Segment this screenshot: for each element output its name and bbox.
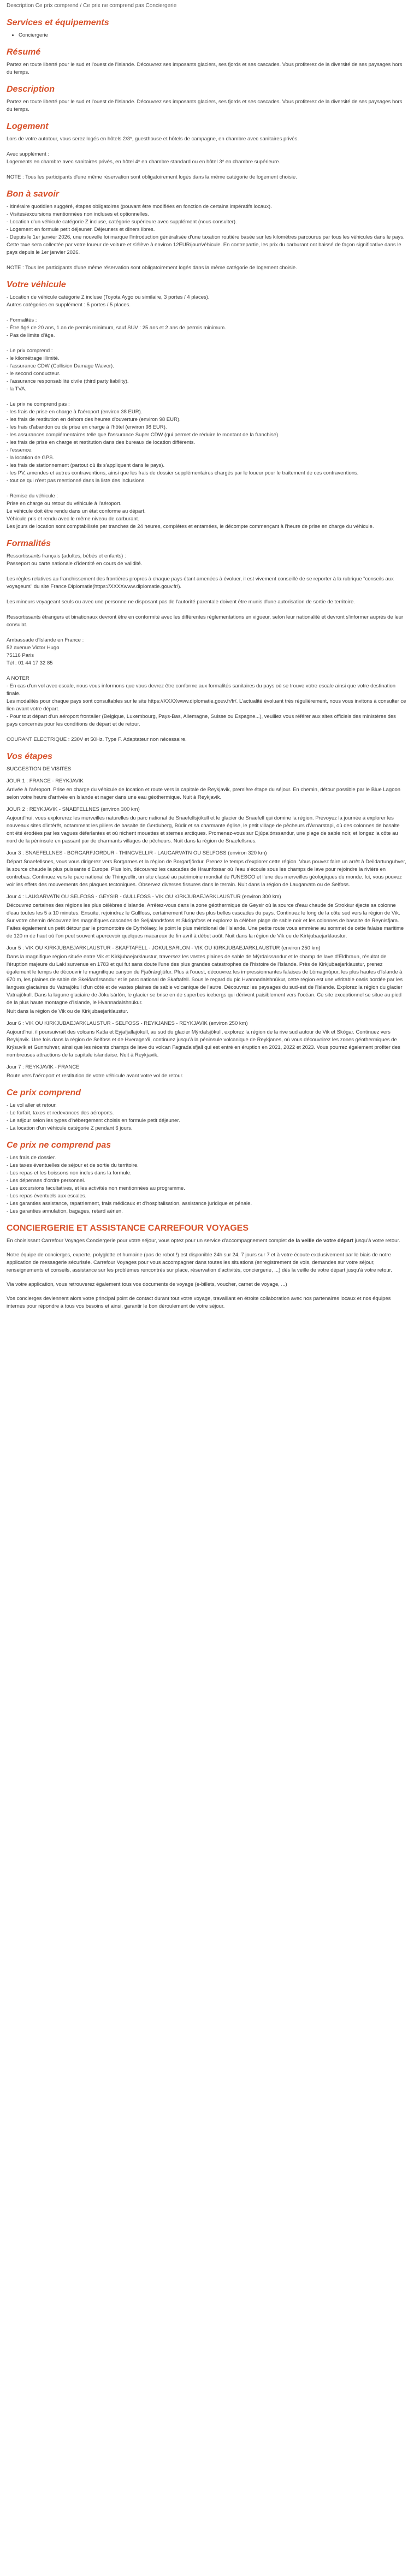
itinerary-day [7, 777, 407, 802]
text-line: - En cas d'un vol avec escale, nous vous informons que vous devrez être conforme aux formalités sanitaires du pays où se trouve votre escale ainsi que votre destination finale. [7, 683, 396, 697]
text-line: - Le séjour selon les types d'hébergement choisis en formule petit déjeuner. [7, 1118, 180, 1124]
itinerary-day [7, 1064, 407, 1080]
text-line [7, 340, 407, 347]
text-line [7, 393, 407, 401]
text-line: - Depuis le 1er janvier 2026, une nouvelle loi marque l'introduction généralisée d'une taxation routière basée sur les kilomètres parcourus par tous les véhicules dans le pays. Cette taxe sera collectée par votre loueur de voiture et s'élève à environ 12EUR/jour/véhicule. En contrepartie, les prix du carburant ont baissé de façon significative dans le pays depuis le 1er janvier 2026. [7, 234, 405, 256]
text-line [7, 166, 407, 174]
itinerary-day [7, 945, 407, 1016]
itinerary-day [7, 806, 407, 845]
text-line: - Le prix comprend : [7, 348, 53, 354]
text-line: - Le forfait, taxes et redevances des aéroports. [7, 1110, 114, 1116]
itinerary-day-text: Route vers l'aéroport et restitution de votre véhicule avant votre vol de retour. [7, 1073, 184, 1079]
itinerary-day-heading: JOUR 1 : FRANCE - REYKJAVIK [7, 778, 84, 784]
resume-text: Partez en toute liberté pour le sud et l'ouest de l'Islande. Découvrez ses imposants glaciers, ses fjords et ses cascades. Vous profiterez de la diversité de ses paysages hors du temps. [7, 62, 403, 75]
text-line: - Le prix ne comprend pas : [7, 401, 70, 407]
conciergerie-para4: Vos concierges deviennent alors votre principal point de contact durant tout votre voyage, travaillant en étroite collaboration avec nos partenaires locaux et nos équipes internes pour répondre à tous vos besoins et ainsi, garantir le bon déroulement de votre séjour. [7, 1296, 391, 1309]
description-title: Description [7, 85, 55, 94]
ne-comprend-body [7, 1154, 407, 1215]
text-line: - Pas de limite d'âge. [7, 333, 55, 339]
text-line: - Location d'un véhicule catégorie Z incluse, catégorie supérieure avec supplément (nous consulter). [7, 219, 237, 225]
itinerary-day [7, 850, 407, 889]
text-line: - l'assurance CDW (Collision Damage Waiver). [7, 363, 114, 369]
text-line: Les jours de location sont comptabilisés par tranches de 24 heures, complètes et entamées, le décompte commençant à l'heure de prise en charge du véhicule. [7, 524, 374, 530]
services-item: • Conciergerie [19, 32, 407, 39]
text-line [7, 667, 407, 675]
text-line: - Remise du véhicule : [7, 493, 58, 499]
conciergerie-para2: Notre équipe de concierges, experte, polyglotte et humaine (pas de robot !) est disponible 24h sur 24, 7 jours sur 7 et à votre écoute exclusivement par le biais de notre application de messagerie sécurisée. Carrefour Voyages pour vous accompagner dans toutes les situations (enregistrement de vols, demandes sur votre séjour, renseignements et conseils, assistance sur les problèmes rencontrés sur place, réservation d'activités, conciergerie, ...) dès la veille de votre départ jusqu'à votre retour. [7, 1252, 392, 1273]
itinerary-day [7, 1020, 407, 1059]
text-line: - Pour tout départ d'un aéroport frontalier (Belgique, Luxembourg, Pays-Bas, Allemagne, Suisse ou Espagne...), veuillez vous référer aux sites officiels des ministères des pays concernés pour les conditions de départ et de retour. [7, 714, 396, 727]
etapes-days [7, 777, 407, 1080]
text-line [7, 728, 407, 736]
text-line: COURANT ELECTRIQUE : 230V et 50Hz. Type F. Adaptateur non nécessaire. [7, 737, 187, 743]
text-line: 52 avenue Victor Hugo [7, 645, 60, 651]
conciergerie-intro [7, 1237, 407, 1245]
conciergerie-intro-b: jusqu'à votre retour. [353, 1238, 400, 1244]
text-line: NOTE : Tous les participants d'une même réservation sont obligatoirement logés dans la même catégorie de logement choisie. [7, 265, 297, 271]
text-line: - Formalités : [7, 317, 37, 323]
text-line: A NOTER [7, 675, 29, 681]
bon-savoir-body [7, 203, 407, 272]
itinerary-day-text: Arrivée à l'aéroport. Prise en charge du véhicule de location et route vers la capitale de Reykjavik, première étape du séjour. En chemin, détour possible par le Blue Lagoon selon votre heure d'arrivée en Islande et nager dans une eau géothermique. Nuit à Reykjavik. [7, 787, 401, 800]
ne-comprend-section [7, 1140, 407, 1215]
text-line: Les mineurs voyageant seuls ou avec une personne ne disposant pas de l'autorité parentale doivent être munis d'une autorisation de sortie de territoire. [7, 599, 355, 605]
formalites-section [7, 538, 407, 744]
services-section [7, 17, 407, 39]
text-line: Avec supplément : [7, 151, 49, 157]
text-line: - l'essence. [7, 447, 33, 453]
text-line: - les frais de prise en charge et restitution dans des bureaux de location différents. [7, 440, 196, 446]
itinerary-day-text: Aujourd'hui, il poursuivrait des volcans Katla et Eyjafjallajökull, au sud du glacier Mýrdalsjökull, explorez la région de la rive sud autour de Vik et Skógar. Continuez vers Reykjavik. Une fois dans la région de Selfoss et de Hveragerði, continuez jusqu'à la péninsule volcanique de Reykjanes, où vous découvrirez les zones géothermiques de Krýsuvík et Gunnuhver, ainsi que les récents champs de lave du volcan Fagradalsfjall qui est entré en éruption en 2021, 2022 et 2023. Vous pourrez également profiter des nombreuses attractions de la capitale islandaise. Nuit à Reykjavik. [7, 1029, 400, 1058]
comprend-section [7, 1088, 407, 1132]
text-line: Autres catégories en supplément : 5 portes / 5 places. [7, 302, 131, 308]
itinerary-day-text: Découvrez certaines des régions les plus célèbres d'Islande. Arrêtez-vous dans la zone géothermique de Geysir où la source d'eau chaude de Strokkur éjecte sa colonne d'eau toutes les 5 à 10 minutes. Ensuite, rejoindrez le Gullfoss, certainement l'une des plus belles cascades du pays. Continuez le long de la côte sud vers la région de Vik. Sur votre chemin découvrez les magnifiques cascades de Seljalandsfoss et Skógafoss et explorez la célèbre plage de sable noir et les colonnes de basalte de Reynisfjara. Faites également un petit détour par le promontoire de Dyrhólaey, le point le plus méridional de l'Islande. Une petite route vous emmène au sommet de cette falaise maritime de 120 m de haut où l'on peut souvent apercevoir quelques macareux de fin avril à début août. Nuit dans la région de Vik ou de Kirkjubaejarklaustur. [7, 903, 404, 939]
text-line: Ambassade d'Islande en France : [7, 637, 84, 643]
text-line: Véhicule pris et rendu avec le même niveau de carburant. [7, 516, 139, 522]
text-line: Prise en charge ou retour du véhicule à l'aéroport. [7, 501, 122, 507]
text-line: - La location d'un véhicule catégorie Z pendant 6 jours. [7, 1125, 133, 1131]
text-line: Les règles relatives au franchissement des frontières propres à chaque pays étant amenées à évoluer, il est vivement conseillé de se reporter à la rubrique "conseils aux voyageurs" du site France Diplomatie(https://XXXXwww.diplomatie.gouv.fr/). [7, 576, 394, 590]
text-line: - Les taxes éventuelles de séjour et de sortie du territoire. [7, 1162, 139, 1168]
bon-savoir-title: Bon à savoir [7, 189, 60, 199]
text-line [7, 143, 407, 151]
itinerary-day-heading: Jour 4 : LAUGARVATN OU SELFOSS - GEYSIR - GULLFOSS - VIK OU KIRKJUBAEJARKLAUSTUR (environ 300 km) [7, 894, 281, 900]
etapes-section [7, 751, 407, 1080]
text-line: - Logement en formule petit déjeuner. Déjeuners et dîners libres. [7, 227, 155, 233]
text-line: - les frais de restitution en dehors des heures d'ouverture (environ 98 EUR). [7, 417, 181, 423]
text-line: - Location de véhicule catégorie Z incluse (Toyota Aygo ou similaire, 3 portes / 4 places). [7, 294, 210, 300]
text-line: - Les repas éventuels aux escales. [7, 1193, 87, 1199]
text-line: Lors de votre autotour, vous serez logés en hôtels 2/3*, guesthouse et hôtels de campagne, en chambre avec sanitaires privés. [7, 136, 299, 142]
comprend-body [7, 1102, 407, 1132]
formalites-body [7, 553, 407, 744]
text-line: Tél : 01 44 17 32 85 [7, 660, 53, 666]
text-line: - Visites/excursions mentionnées non incluses et optionnelles. [7, 211, 149, 217]
text-line: - les frais de stationnement (partout où ils s'appliquent dans le pays). [7, 462, 165, 468]
text-line [7, 257, 407, 264]
text-line: - Les garanties assistance, rapatriement, frais médicaux et d'hospitalisation, assistance juridique et pénale. [7, 1201, 252, 1207]
text-line: - Les repas et les boissons non inclus dans la formule. [7, 1170, 132, 1176]
text-line: Les modalités pour chaque pays sont consultables sur le site https://XXXXwww.diplomatie.gouv.fr/fr/. L'actualité évoluant très régulièrement, nous vous invitons à consulter ce lien avant votre départ. [7, 698, 406, 712]
conciergerie-intro-a: En choisissant Carrefour Voyages Conciergerie pour votre séjour, vous optez pour un service d'accompagnement complet [7, 1238, 288, 1244]
ne-comprend-title: Ce prix ne comprend pas [7, 1141, 111, 1150]
vehicule-title: Votre véhicule [7, 280, 66, 289]
text-line [7, 606, 407, 614]
text-line: 75116 Paris [7, 652, 34, 658]
comprend-title: Ce prix comprend [7, 1088, 81, 1097]
services-title: Services et équipements [7, 18, 109, 27]
bon-savoir-section [7, 189, 407, 272]
text-line: - Les garanties annulation, bagages, retard aérien. [7, 1208, 123, 1214]
description-section [7, 84, 407, 114]
text-line: - les PV, amendes et autres contraventions, ainsi que les frais de dossier supplémentaires chargés par le loueur pour le traitement de ces contraventions. [7, 470, 359, 476]
text-line: - Itinéraire quotidien suggéré, étapes obligatoires (pouvant être modifiées en fonction de certains impératifs locaux). [7, 204, 272, 210]
logement-section [7, 121, 407, 181]
text-line: - Les dépenses d'ordre personnel. [7, 1178, 85, 1184]
description-line: Description Ce prix comprend / Ce prix ne comprend pas Conciergerie [7, 3, 177, 9]
text-line: - Les frais de dossier. [7, 1155, 56, 1161]
text-line: - les frais de prise en charge à l'aéroport (environ 38 EUR). [7, 409, 143, 415]
text-line [7, 309, 407, 317]
conciergerie-intro-bold: de la veille de votre départ [288, 1238, 353, 1244]
text-line: NOTE : Tous les participants d'une même réservation sont obligatoirement logés dans la même catégorie de logement choisie. [7, 174, 297, 180]
text-line: - la location de GPS. [7, 455, 55, 461]
text-line: - tout ce qui n'est pas mentionné dans la liste des inclusions. [7, 478, 146, 484]
itinerary-day-text: Aujourd'hui, vous explorerez les merveilles naturelles du parc national de Snaefellsjökull et le glacier de Snaefell qui domine la région. Prévoyez la journée à explorer les nouveaux sites d'intérêt, notamment les piliers de basalte de Gerduberg, Búdir et sa charmante église, le petit village de pêcheurs d'Arnarstapi, où des colonnes de basalte ont été érodées par les vagues déferlantes et où nichent mouettes et sternes arctiques. Promenez-vous sur Djúpalónssandur, une plage de sable noir, et longez la côte au nord de la péninsule en passant par de charmants villages de pêcheurs. Nuit dans la région de Snaefellsnes. [7, 815, 400, 844]
resume-section [7, 47, 407, 76]
text-line: Passeport ou carte nationale d'identité en cours de validité. [7, 561, 143, 567]
text-line: - le second conducteur. [7, 371, 61, 377]
text-line [7, 629, 407, 637]
resume-title: Résumé [7, 48, 41, 57]
text-line: - la TVA. [7, 386, 27, 392]
itinerary-day-heading: Jour 7 : REYKJAVIK - FRANCE [7, 1064, 80, 1070]
text-line: Ressortissants étrangers et binationaux devront être en conformité avec les différentes réglementations en vigueur, selon leur nationalité et devront s'informer auprès de leur consulat. [7, 614, 404, 628]
text-line: - Les excursions facultatives, et les activités non mentionnées au programme. [7, 1185, 185, 1191]
itinerary-day-text: Départ Snaefellsnes, vous vous dirigerez vers Borgarnes et la région de Borgarfjördur. Prenez le temps d'explorer cette région. Vous pouvez faire un arrêt à Deildartunguhver, la source chaude la plus puissante d'Europe. Plus loin, découvrez les cascades de Hraunfossar où l'eau s'écoule sous les champs de lave pour rejoindre la rivière en contrebas. Continuez vers le parc national de Thingvellir, un site classé au patrimoine mondial de l'UNESCO et l'une des merveilles géologiques du monde. Ici, vous pouvez voir les effets des mouvements des plaques tectoniques. Observez diverses fissures dans le terrain. Nuit dans la région de Laugarvatn ou de Selfoss. [7, 859, 406, 888]
text-line [7, 591, 407, 598]
text-line [7, 568, 407, 575]
vehicule-section [7, 280, 407, 531]
text-line: Ressortissants français (adultes, bébés et enfants) : [7, 553, 126, 559]
text-line: - le kilométrage illimité. [7, 355, 60, 361]
services-list [7, 32, 407, 39]
etapes-title: Vos étapes [7, 752, 52, 761]
itinerary-day-heading: Jour 3 : SNAEFELLNES - BORGARFJORDUR - THINGVELLIR - LAUGARVATN OU SELFOSS (environ 320 km) [7, 850, 267, 856]
text-line: - les frais d'abandon ou de prise en charge à l'hôtel (environ 98 EUR). [7, 424, 167, 430]
itinerary-day-heading: Jour 6 : VIK OU KIRKJUBAEJARKLAUSTUR - SELFOSS - REYKJANES - REYKJAVIK (environ 250 km) [7, 1020, 248, 1026]
text-line: - l'assurance responsabilité civile (third party liability). [7, 378, 129, 384]
conciergerie-section [7, 1223, 407, 1310]
text-line: Le véhicule doit être rendu dans un état conforme au départ. [7, 508, 146, 514]
text-line: - les assurances complémentaires telle que l'assurance Super CDW (qui permet de réduire le montant de la franchise). [7, 432, 280, 438]
logement-body [7, 135, 407, 181]
itinerary-day-text: Nuit dans la région de Vik ou de Kirkjubaejarklaustur. [7, 1008, 128, 1014]
itinerary-day-heading: JOUR 2 : REYKJAVIK - SNAEFELLNES (environ 300 km) [7, 806, 140, 812]
itinerary-day [7, 893, 407, 940]
text-line [7, 485, 407, 492]
logement-title: Logement [7, 122, 49, 131]
itinerary-day-heading: Jour 5 : VIK OU KIRKJUBAEJARKLAUSTUR - SKAFTAFELL - JOKULSARLON - VIK OU KIRKJUBAEJARKLAUSTUR (environ 250 km) [7, 945, 321, 951]
description-text: Partez en toute liberté pour le sud et l'ouest de l'Islande. Découvrez ses imposants glaciers, ses fjords et ses cascades. Vous profiterez de la diversité de ses paysages hors du temps. [7, 99, 403, 112]
formalites-title: Formalités [7, 539, 51, 548]
vehicule-body [7, 294, 407, 531]
text-line: - Le vol aller et retour. [7, 1102, 57, 1108]
conciergerie-title: CONCIERGERIE ET ASSISTANCE CARREFOUR VOYAGES [7, 1224, 249, 1233]
text-line: - Être âgé de 20 ans, 1 an de permis minimum, sauf SUV : 25 ans et 2 ans de permis minimum. [7, 325, 226, 331]
text-line: Logements en chambre avec sanitaires privés, en hôtel 4* en chambre standard ou en hôtel 3* en chambre supérieure. [7, 159, 281, 165]
etapes-subtitle: SUGGESTION DE VISITES [7, 766, 72, 772]
itinerary-day-text: Dans la magnifique région située entre Vik et Kirkjubaejarklaustur, traversez les vastes plaines de sable de Mýrdalssandur et le champ de lave d'Eldhraun, résultat de l'éruption majeure du Laki survenue en 1783 et qui fut sans doute l'une des plus grandes catastrophes de l'histoire de l'Islande. Près de Kirkjubaejarklaustur, prenez également le temps de découvrir le magnifique canyon de Fjaðrárgljúfur. Plus à l'ouest, découvrez les impressionnantes falaises de Lómagnúpur, les plus hautes d'Islande à 670 m, les plaines de sable de Skeiðarársandur et le parc national de Skaftafell. Sous le regard du pic Hvannadalshnúkur, cette région est une véritable oasis bordée par les langues glaciaires du Vatnajökull d'un côté et de vastes plaines de sable volcanique de l'autre. Découvrez les paysages du sud-est de l'Islande. Explorez la région du glacier Vatnajökull. Dans la lagune glaciaire de Jökulsárlón, le glacier se brise en de superbes icebergs qui dérivent paisiblement vers l'océan. Ce site exceptionnel se situe au pied de la plus haute montagne d'Islande, le Hvannadalshnúkur. [7, 954, 403, 1006]
conciergerie-para3: Via votre application, vous retrouverez également tous vos documents de voyage (e-billets, voucher, carnet de voyage, ...) [7, 1281, 287, 1287]
